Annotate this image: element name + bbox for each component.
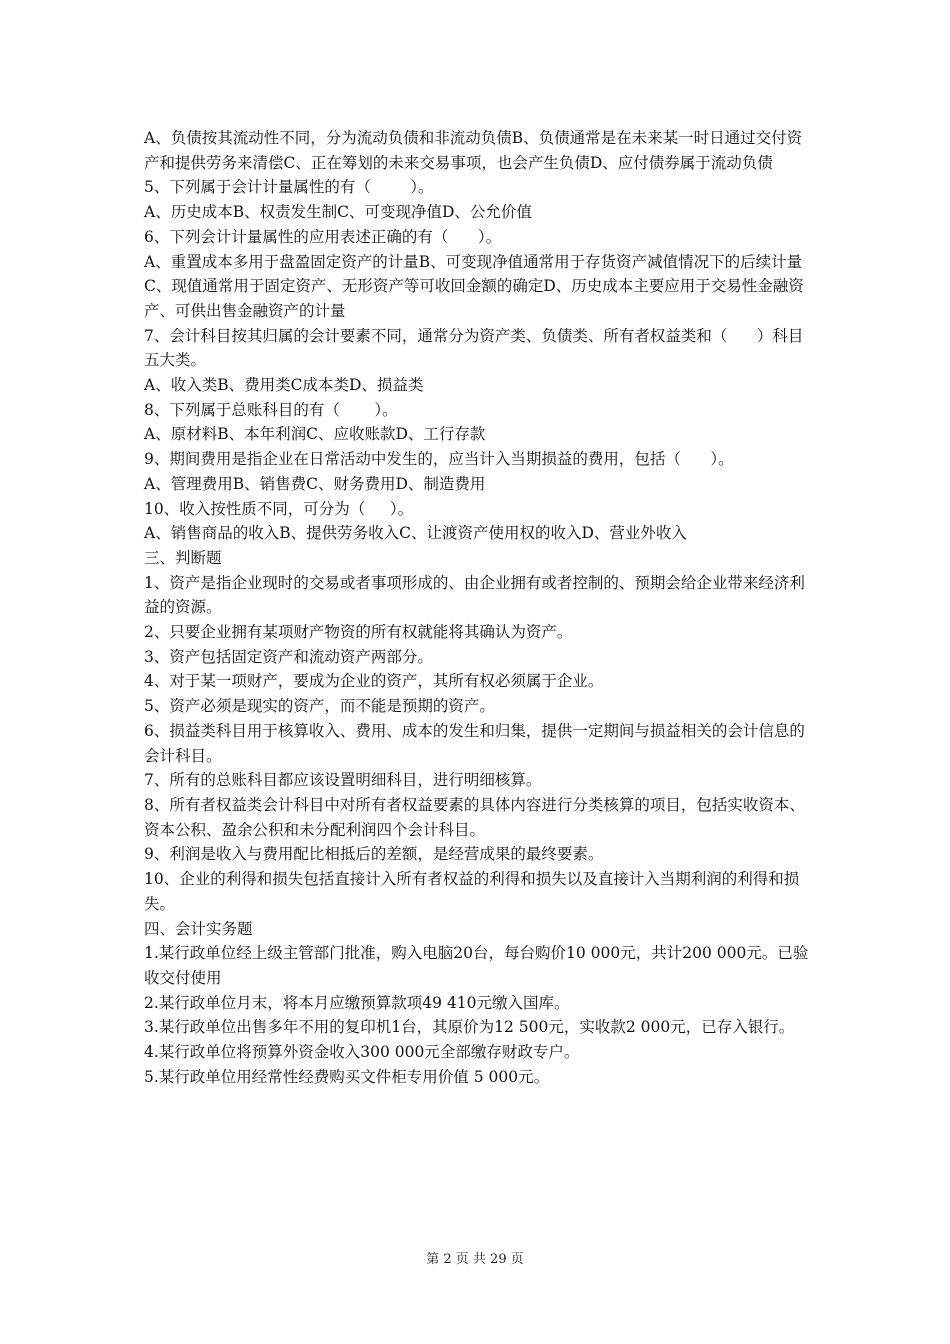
document-body <box>144 126 810 1089</box>
judgment-7: 7、所有的总账科目都应该设置明细科目，进行明细核算。 <box>144 771 542 790</box>
practice-1: 1.某行政单位经上级主管部门批准，购入电脑20台，每台购价10 000元，共计200 000元。已验收交付使用 <box>144 944 809 987</box>
judgment-6: 6、损益类科目用于核算收入、费用、成本的发生和归集，提供一定期间与损益相关的会计信息的会计科目。 <box>144 721 805 765</box>
page-number-footer: 第 2 页 共 29 页 <box>426 1252 524 1267</box>
options-8: A、原材料B、本年利润C、应收账款D、工行存款 <box>144 425 486 444</box>
question-5: 5、下列属于会计计量属性的有（ ）。 <box>144 178 434 197</box>
practice-2: 2.某行政单位月末，将本月应缴预算款项49 410元缴入国库。 <box>144 993 570 1012</box>
judgment-4: 4、对于某一项财产，要成为企业的资产，其所有权必须属于企业。 <box>144 672 604 691</box>
practice-3: 3.某行政单位出售多年不用的复印机1台，其原价为12 500元，实收款2 000元，已存入银行。 <box>144 1018 795 1037</box>
practice-5: 5.某行政单位用经常性经费购买文件柜专用价值 5 000元。 <box>144 1067 550 1086</box>
judgment-8: 8、所有者权益类会计科目中对所有者权益要素的具体内容进行分类核算的项目，包括实收资本、资本公积、盈余公积和未分配利润四个会计科目。 <box>144 795 805 839</box>
judgment-2: 2、只要企业拥有某项财产物资的所有权就能将其确认为资产。 <box>144 623 573 642</box>
question-7: 7、会计科目按其归属的会计要素不同，通常分为资产类、负债类、所有者权益类和（ ）科目五大类。 <box>144 326 804 370</box>
options-7: A、收入类B、费用类C成本类D、损益类 <box>144 376 424 395</box>
section-heading-practice: 四、会计实务题 <box>144 919 253 938</box>
judgment-10: 10、企业的利得和损失包括直接计入所有者权益的利得和损失以及直接计入当期利润的利得和损失。 <box>144 870 800 913</box>
judgment-9: 9、利润是收入与费用配比相抵后的差额，是经营成果的最终要素。 <box>144 845 604 864</box>
options-6: A、重置成本多用于盘盈固定资产的计量B、可变现净值通常用于存货资产减值情况下的后续计量C、现值通常用于固定资产、无形资产等可收回金额的确定D、历史成本主要应用于交易性金融资产、可供出售金融资产的计量 <box>144 252 804 320</box>
judgment-3: 3、资产包括固定资产和流动资产两部分。 <box>144 647 433 666</box>
text-line: A、负债按其流动性不同，分为流动负债和非流动负债B、负债通常是在未来某一时日通过交付资产和提供劳务来清偿C、正在筹划的未来交易事项，也会产生负债D、应付债券属于流动负债 <box>144 129 803 172</box>
options-5: A、历史成本B、权责发生制C、可变现净值D、公允价值 <box>144 203 532 222</box>
options-10: A、销售商品的收入B、提供劳务收入C、让渡资产使用权的收入D、营业外收入 <box>144 524 687 543</box>
question-10: 10、收入按性质不同，可分为（ ）。 <box>144 499 414 518</box>
question-8: 8、下列属于总账科目的有（ ）。 <box>144 400 398 419</box>
judgment-1: 1、资产是指企业现时的交易或者事项形成的、由企业拥有或者控制的、预期会给企业带来经济利益的资源。 <box>144 573 805 617</box>
options-9: A、管理费用B、销售费C、财务费用D、制造费用 <box>144 474 486 493</box>
question-9: 9、期间费用是指企业在日常活动中发生的，应当计入当期损益的费用，包括（ ）。 <box>144 450 734 469</box>
practice-4: 4.某行政单位将预算外资金收入300 000元全部缴存财政专户。 <box>144 1043 580 1062</box>
section-heading-true-false: 三、判断题 <box>144 548 222 567</box>
question-6: 6、下列会计计量属性的应用表述正确的有（ ）。 <box>144 227 502 246</box>
judgment-5: 5、资产必须是现实的资产，而不能是预期的资产。 <box>144 697 495 716</box>
